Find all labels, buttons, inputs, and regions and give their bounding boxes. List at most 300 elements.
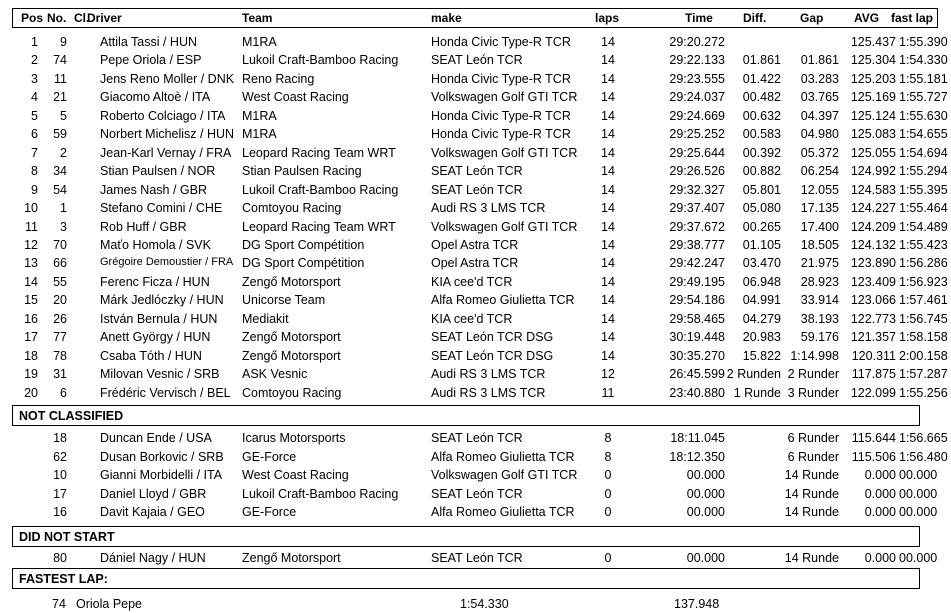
cell-time: 23:40.880 xyxy=(669,385,725,400)
cell-diff: 00.265 xyxy=(742,219,781,234)
table-row xyxy=(12,485,951,504)
cell-diff: 20.983 xyxy=(742,330,781,345)
table-row xyxy=(12,199,951,218)
cell-time: 29:26.526 xyxy=(669,164,725,179)
cell-laps: 14 xyxy=(601,330,615,345)
cell-team: Lukoil Craft-Bamboo Racing xyxy=(242,486,399,501)
cell-laps: 14 xyxy=(601,219,615,234)
cell-no: 5 xyxy=(60,108,67,123)
cell-team: Comtoyou Racing xyxy=(242,385,342,400)
cell-driver: Dusan Borkovic / SRB xyxy=(100,449,224,464)
cell-avg: 122.773 xyxy=(850,311,896,326)
cell-pos: 11 xyxy=(25,219,38,234)
cell-fast: 1:55.630 xyxy=(899,108,948,123)
cell-driver: Jean-Karl Vernay / FRA xyxy=(100,145,232,160)
cell-no: 18 xyxy=(53,431,67,445)
cell-avg: 120.311 xyxy=(851,348,896,363)
cell-make: SEAT León TCR xyxy=(431,551,523,565)
cell-avg: 125.055 xyxy=(850,145,896,160)
cell-diff: 01.422 xyxy=(742,71,781,86)
cell-avg: 123.409 xyxy=(850,274,896,289)
cell-driver: Csaba Tóth / HUN xyxy=(100,348,202,363)
cell-avg: 124.583 xyxy=(850,182,896,197)
cell-driver: Attila Tassi / HUN xyxy=(100,35,198,49)
cell-make: SEAT León TCR xyxy=(431,182,523,197)
cell-no: 77 xyxy=(53,330,67,345)
cell-make: SEAT León TCR xyxy=(431,486,523,501)
cell-laps: 11 xyxy=(601,385,615,400)
cell-team: Zengő Motorsport xyxy=(242,274,341,289)
cell-make: Alfa Romeo Giulietta TCR xyxy=(431,449,575,464)
table-row xyxy=(12,291,951,310)
cell-pos: 2 xyxy=(31,53,38,68)
cell-no: 78 xyxy=(53,348,67,363)
cell-driver: Giacomo Altoè / ITA xyxy=(100,90,211,105)
cell-no: 70 xyxy=(53,237,67,252)
cell-driver: Pepe Oriola / ESP xyxy=(100,53,202,68)
cell-time: 00.000 xyxy=(686,486,725,501)
cell-team: Leopard Racing Team WRT xyxy=(242,219,396,234)
cell-laps: 14 xyxy=(601,90,615,105)
cell-team: West Coast Racing xyxy=(242,468,349,482)
cell-no: 11 xyxy=(54,71,67,86)
table-row xyxy=(12,125,951,144)
cell-time: 18:11.045 xyxy=(670,431,725,445)
cell-driver: Stefano Comini / CHE xyxy=(100,201,223,216)
cell-time: 29:24.037 xyxy=(669,90,725,105)
cell-make: Honda Civic Type-R TCR xyxy=(431,35,571,49)
col-make: make xyxy=(431,11,462,25)
cell-diff: 15.822 xyxy=(742,348,781,363)
col-time: Time xyxy=(685,11,713,25)
cell-pos: 13 xyxy=(24,256,38,271)
cell-pos: 17 xyxy=(24,330,38,345)
cell-pos: 15 xyxy=(24,293,38,308)
cell-team: ASK Vesnic xyxy=(242,367,308,382)
fastest-lap-time: 1:54.330 xyxy=(460,597,509,611)
cell-diff: 2 Runden xyxy=(726,367,781,382)
cell-make: SEAT León TCR DSG xyxy=(431,348,554,363)
cell-time: 00.000 xyxy=(686,505,725,519)
cell-fast: 1:54.330 xyxy=(899,53,948,68)
cell-team: Mediakit xyxy=(242,311,289,326)
cell-laps: 12 xyxy=(601,367,615,382)
cell-laps: 14 xyxy=(601,201,615,216)
cell-gap: 14 Runde xyxy=(784,468,839,482)
cell-time: 29:37.672 xyxy=(669,219,725,234)
cell-gap: 04.397 xyxy=(800,108,839,123)
cell-laps: 14 xyxy=(601,256,615,271)
cell-no: 54 xyxy=(53,182,67,197)
cell-team: Comtoyou Racing xyxy=(242,201,342,216)
cell-no: 59 xyxy=(53,127,67,142)
table-row xyxy=(12,236,951,255)
col-pos: Pos xyxy=(21,11,44,25)
table-row xyxy=(12,448,951,467)
cell-driver: Grégoire Demoustier / FRA xyxy=(100,256,234,269)
cell-make: Alfa Romeo Giulietta TCR xyxy=(431,505,575,519)
cell-pos: 5 xyxy=(31,108,38,123)
cell-diff: 01.861 xyxy=(742,53,781,68)
cell-avg: 115.506 xyxy=(851,449,896,464)
table-row xyxy=(12,503,951,522)
cell-pos: 9 xyxy=(31,182,38,197)
cell-laps: 14 xyxy=(601,108,615,123)
cell-gap: 05.372 xyxy=(800,145,839,160)
cell-diff: 06.948 xyxy=(742,274,781,289)
cell-no: 1 xyxy=(60,201,67,216)
cell-time: 00.000 xyxy=(686,468,725,482)
table-row xyxy=(12,88,951,107)
cell-driver: Dániel Nagy / HUN xyxy=(100,551,206,565)
cell-driver: Gianni Morbidelli / ITA xyxy=(100,468,223,482)
cell-driver: István Bernula / HUN xyxy=(100,311,218,326)
cell-gap: 18.505 xyxy=(800,237,839,252)
table-row xyxy=(12,33,951,52)
cell-diff: 01.105 xyxy=(742,237,781,252)
cell-fast: 1:55.294 xyxy=(899,164,948,179)
cell-pos: 19 xyxy=(24,367,38,382)
fastest-lap-avg: 137.948 xyxy=(674,597,720,611)
cell-team: M1RA xyxy=(242,127,277,142)
col-laps: laps xyxy=(595,11,620,25)
cell-gap: 06.254 xyxy=(800,164,839,179)
table-row xyxy=(12,218,951,237)
cell-time: 29:58.465 xyxy=(669,311,725,326)
cell-gap: 04.980 xyxy=(800,127,839,142)
cell-make: Audi RS 3 LMS TCR xyxy=(431,201,546,216)
cell-avg: 123.890 xyxy=(850,256,896,271)
cell-driver: Márk Jedlóczky / HUN xyxy=(100,293,224,308)
cell-no: 17 xyxy=(53,486,67,501)
cell-driver: Ferenc Ficza / HUN xyxy=(100,274,210,289)
cell-no: 6 xyxy=(60,385,67,400)
table-row xyxy=(12,466,951,485)
cell-no: 16 xyxy=(53,505,67,519)
table-row xyxy=(12,365,951,384)
cell-make: Opel Astra TCR xyxy=(431,256,519,271)
cell-diff: 03.470 xyxy=(742,256,781,271)
cell-make: Volkswagen Golf GTI TCR xyxy=(431,90,578,105)
cell-gap: 3 Runder xyxy=(787,385,839,400)
cell-diff: 00.392 xyxy=(742,145,781,160)
cell-gap: 14 Runde xyxy=(784,486,839,501)
cell-team: DG Sport Compétition xyxy=(242,256,365,271)
cell-make: SEAT León TCR xyxy=(431,431,523,445)
cell-time: 29:23.555 xyxy=(669,71,725,86)
cell-team: M1RA xyxy=(242,35,277,49)
cell-laps: 8 xyxy=(604,431,612,445)
cell-diff: 00.583 xyxy=(742,127,781,142)
cell-pos: 7 xyxy=(31,145,38,160)
cell-pos: 18 xyxy=(24,348,38,363)
cell-no: 3 xyxy=(60,219,67,234)
cell-driver: Frédéric Vervisch / BEL xyxy=(100,385,231,400)
cell-gap: 17.135 xyxy=(800,201,839,216)
cell-time: 29:24.669 xyxy=(669,108,725,123)
cell-time: 29:25.644 xyxy=(669,145,725,160)
cell-team: Leopard Racing Team WRT xyxy=(242,145,396,160)
cell-time: 29:22.133 xyxy=(669,53,725,68)
cell-fast: 1:54.694 xyxy=(899,145,948,160)
col-avg: AVG xyxy=(854,11,880,25)
cell-avg: 0.000 xyxy=(864,551,896,565)
cell-gap: 28.923 xyxy=(800,274,839,289)
col-diff: Diff. xyxy=(743,11,767,25)
cell-diff: 00.482 xyxy=(742,90,781,105)
cell-time: 29:25.252 xyxy=(669,127,725,142)
cell-time: 30:35.270 xyxy=(669,348,725,363)
cell-time: 29:42.247 xyxy=(669,256,725,271)
table-row xyxy=(12,384,951,403)
cell-team: GE-Force xyxy=(242,505,297,519)
cell-gap: 12.055 xyxy=(800,182,839,197)
col-fastlap: fast lap xyxy=(891,11,934,25)
cell-pos: 10 xyxy=(24,201,38,216)
cell-no: 9 xyxy=(60,35,67,49)
table-row xyxy=(12,328,951,347)
table-row xyxy=(12,429,951,448)
cell-make: SEAT León TCR DSG xyxy=(431,330,554,345)
cell-laps: 0 xyxy=(604,505,612,519)
cell-no: 20 xyxy=(53,293,67,308)
cell-laps: 14 xyxy=(601,274,615,289)
cell-no: 66 xyxy=(53,256,67,271)
cell-fast: 1:54.655 xyxy=(899,127,948,142)
cell-fast: 1:57.461 xyxy=(899,293,948,308)
cell-avg: 0.000 xyxy=(864,486,896,501)
cell-make: KIA cee'd TCR xyxy=(431,274,513,289)
cell-laps: 14 xyxy=(601,35,615,49)
cell-time: 29:32.327 xyxy=(669,182,725,197)
cell-gap: 03.765 xyxy=(800,90,839,105)
cell-no: 31 xyxy=(53,367,67,382)
cell-no: 26 xyxy=(53,311,67,326)
cell-team: Stian Paulsen Racing xyxy=(242,164,362,179)
cell-fast: 1:56.286 xyxy=(899,256,948,271)
col-driver: Driver xyxy=(87,11,122,25)
cell-pos: 14 xyxy=(24,274,38,289)
cell-avg: 124.992 xyxy=(850,164,896,179)
table-row xyxy=(12,162,951,181)
section-did-not-start: DID NOT START xyxy=(12,526,920,547)
cell-no: 10 xyxy=(53,468,67,482)
cell-pos: 6 xyxy=(31,127,38,142)
cell-gap: 14 Runde xyxy=(784,505,839,519)
cell-make: Honda Civic Type-R TCR xyxy=(431,127,571,142)
cell-fast: 1:57.287 xyxy=(899,367,948,382)
cell-fast: 1:58.158 xyxy=(899,330,948,345)
cell-avg: 124.227 xyxy=(850,201,896,216)
cell-pos: 4 xyxy=(31,90,38,105)
cell-fast: 00.000 xyxy=(899,468,938,482)
cell-team: Zengő Motorsport xyxy=(242,551,341,565)
cell-team: DG Sport Compétition xyxy=(242,237,365,252)
cell-laps: 14 xyxy=(601,348,615,363)
table-row xyxy=(12,51,951,70)
cell-avg: 125.083 xyxy=(850,127,896,142)
cell-laps: 14 xyxy=(601,293,615,308)
cell-driver: Stian Paulsen / NOR xyxy=(100,164,216,179)
col-cl: Cl. xyxy=(74,11,90,25)
cell-avg: 125.304 xyxy=(850,53,896,68)
cell-avg: 125.437 xyxy=(850,35,896,49)
cell-make: Honda Civic Type-R TCR xyxy=(431,108,571,123)
cell-time: 29:20.272 xyxy=(669,35,725,49)
cell-pos: 1 xyxy=(31,35,38,49)
cell-no: 55 xyxy=(53,274,67,289)
cell-pos: 8 xyxy=(31,164,38,179)
cell-driver: Duncan Ende / USA xyxy=(100,431,212,445)
cell-driver: Jens Reno Moller / DNK xyxy=(100,71,235,86)
cell-gap: 21.975 xyxy=(800,256,839,271)
table-row xyxy=(12,107,951,126)
cell-make: SEAT León TCR xyxy=(431,53,523,68)
cell-team: GE-Force xyxy=(242,449,297,464)
cell-time: 29:54.186 xyxy=(669,293,725,308)
cell-laps: 14 xyxy=(601,71,615,86)
cell-team: M1RA xyxy=(242,108,277,123)
fastest-lap-no: 74 xyxy=(52,597,66,611)
cell-make: Opel Astra TCR xyxy=(431,237,519,252)
cell-avg: 124.209 xyxy=(850,219,896,234)
table-row xyxy=(12,70,951,89)
cell-driver: Roberto Colciago / ITA xyxy=(100,108,226,123)
cell-no: 80 xyxy=(53,551,67,565)
cell-laps: 0 xyxy=(604,486,612,501)
cell-gap: 38.193 xyxy=(800,311,839,326)
cell-gap: 6 Runder xyxy=(787,449,839,464)
cell-laps: 0 xyxy=(604,551,612,565)
cell-diff: 04.279 xyxy=(742,311,781,326)
cell-driver: Maťo Homola / SVK xyxy=(100,237,211,252)
cell-fast: 1:55.181 xyxy=(899,71,948,86)
cell-avg: 0.000 xyxy=(864,468,896,482)
cell-gap: 33.914 xyxy=(800,293,839,308)
cell-avg: 122.099 xyxy=(850,385,896,400)
cell-driver: Rob Huff / GBR xyxy=(100,219,187,234)
cell-time: 29:49.195 xyxy=(669,274,725,289)
cell-avg: 117.875 xyxy=(851,367,896,382)
cell-fast: 00.000 xyxy=(899,505,938,519)
col-team: Team xyxy=(242,11,273,25)
cell-avg: 125.124 xyxy=(850,108,896,123)
cell-fast: 1:55.390 xyxy=(899,35,948,49)
cell-make: Volkswagen Golf GTI TCR xyxy=(431,468,578,482)
cell-time: 30:19.448 xyxy=(669,330,725,345)
cell-laps: 0 xyxy=(604,468,612,482)
cell-no: 21 xyxy=(53,90,67,105)
cell-team: Zengő Motorsport xyxy=(242,330,341,345)
cell-time: 00.000 xyxy=(686,551,725,565)
cell-time: 29:38.777 xyxy=(669,237,725,252)
cell-gap: 14 Runde xyxy=(784,551,839,565)
cell-avg: 125.169 xyxy=(850,90,896,105)
cell-laps: 14 xyxy=(601,311,615,326)
table-row xyxy=(12,310,951,329)
cell-driver: James Nash / GBR xyxy=(100,182,207,197)
cell-fast: 1:55.423 xyxy=(899,237,948,252)
cell-team: Unicorse Team xyxy=(242,293,326,308)
cell-avg: 123.066 xyxy=(850,293,896,308)
cell-team: Lukoil Craft-Bamboo Racing xyxy=(242,53,399,68)
cell-pos: 20 xyxy=(24,385,38,400)
cell-driver: Daniel Lloyd / GBR xyxy=(100,486,207,501)
cell-driver: Anett György / HUN xyxy=(100,330,211,345)
cell-team: Reno Racing xyxy=(242,71,315,86)
cell-gap: 2 Runder xyxy=(787,367,839,382)
column-header-row xyxy=(12,8,938,28)
section-not-classified: NOT CLASSIFIED xyxy=(12,405,920,426)
cell-driver: Davit Kajaia / GEO xyxy=(100,505,205,519)
cell-fast: 1:55.464 xyxy=(899,201,948,216)
cell-team: Lukoil Craft-Bamboo Racing xyxy=(242,182,399,197)
cell-fast: 00.000 xyxy=(899,551,938,565)
cell-avg: 0.000 xyxy=(864,505,896,519)
table-row xyxy=(12,181,951,200)
col-gap: Gap xyxy=(800,11,824,25)
cell-make: Audi RS 3 LMS TCR xyxy=(431,385,546,400)
cell-time: 26:45.599 xyxy=(669,367,725,382)
cell-fast: 1:55.395 xyxy=(899,182,948,197)
cell-fast: 00.000 xyxy=(899,486,938,501)
cell-laps: 14 xyxy=(601,237,615,252)
cell-diff: 00.882 xyxy=(742,164,781,179)
fastest-lap-driver: Oriola Pepe xyxy=(76,597,143,611)
cell-fast: 1:56.745 xyxy=(899,311,948,326)
cell-make: SEAT León TCR xyxy=(431,164,523,179)
cell-pos: 16 xyxy=(24,311,38,326)
cell-make: Alfa Romeo Giulietta TCR xyxy=(431,293,575,308)
cell-avg: 121.357 xyxy=(850,330,896,345)
cell-diff: 05.801 xyxy=(742,182,781,197)
cell-gap: 17.400 xyxy=(800,219,839,234)
cell-fast: 1:56.480 xyxy=(899,449,948,464)
cell-laps: 14 xyxy=(601,53,615,68)
cell-no: 74 xyxy=(53,53,67,68)
cell-laps: 14 xyxy=(601,127,615,142)
table-row xyxy=(12,144,951,163)
cell-diff: 00.632 xyxy=(742,108,781,123)
cell-pos: 12 xyxy=(24,237,38,252)
table-row xyxy=(12,254,951,273)
cell-fast: 1:56.665 xyxy=(899,431,948,445)
cell-gap: 01.861 xyxy=(800,53,839,68)
cell-team: West Coast Racing xyxy=(242,90,349,105)
cell-avg: 125.203 xyxy=(850,71,896,86)
cell-diff: 1 Runde xyxy=(733,385,781,400)
cell-gap: 59.176 xyxy=(800,330,839,345)
table-row xyxy=(12,549,951,568)
cell-time: 18:12.350 xyxy=(669,449,725,464)
cell-fast: 1:54.489 xyxy=(899,219,948,234)
cell-team: Zengő Motorsport xyxy=(242,348,341,363)
cell-make: KIA cee'd TCR xyxy=(431,311,513,326)
cell-make: Honda Civic Type-R TCR xyxy=(431,71,571,86)
cell-laps: 8 xyxy=(604,449,612,464)
cell-diff: 05.080 xyxy=(742,201,781,216)
cell-no: 34 xyxy=(53,164,67,179)
cell-team: Icarus Motorsports xyxy=(242,431,346,445)
section-fastest-lap: FASTEST LAP: xyxy=(12,568,920,589)
cell-fast: 2:00.158 xyxy=(899,348,948,363)
cell-pos: 3 xyxy=(31,71,38,86)
table-row xyxy=(12,273,951,292)
col-no: No. xyxy=(47,11,67,25)
cell-time: 29:37.407 xyxy=(669,201,725,216)
cell-driver: Norbert Michelisz / HUN xyxy=(100,127,235,142)
cell-fast: 1:55.256 xyxy=(899,385,948,400)
